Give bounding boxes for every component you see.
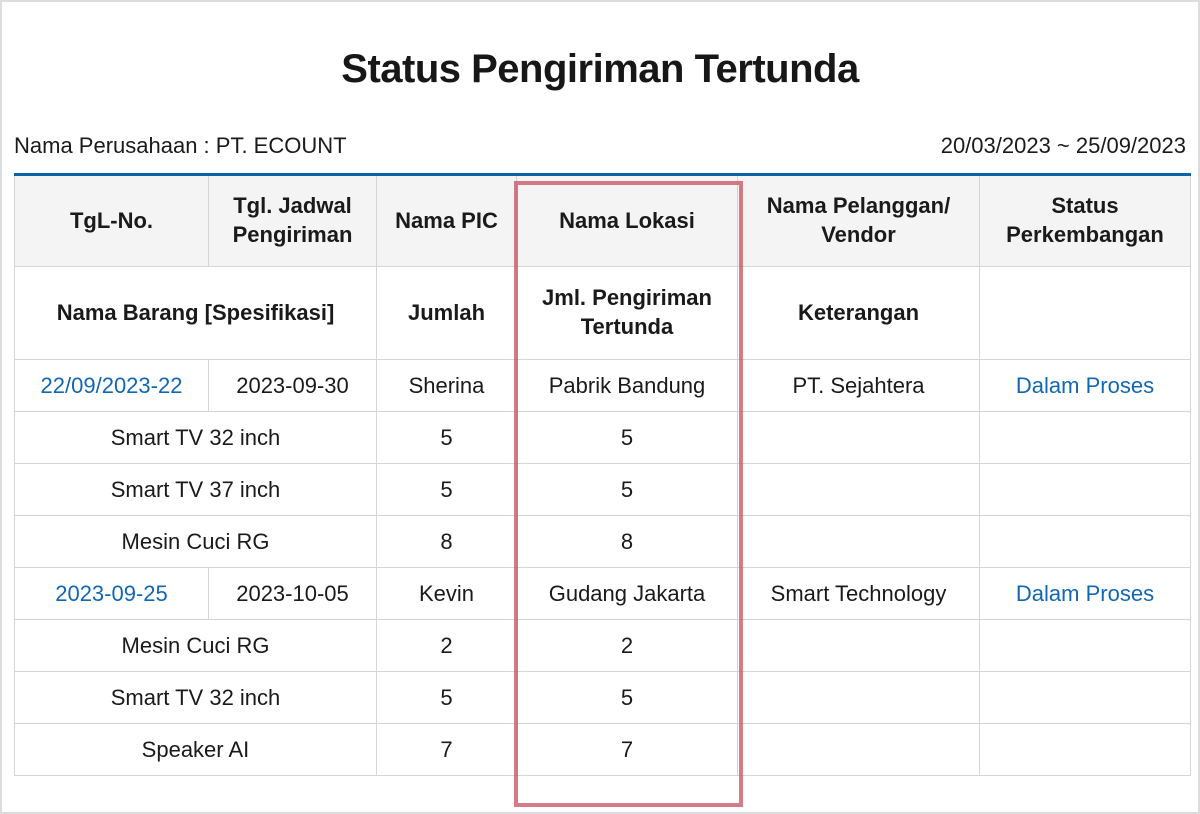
company-name-label: Nama Perusahaan : PT. ECOUNT [14, 133, 347, 158]
col-header-empty [980, 267, 1191, 360]
item-name-cell: Mesin Cuci RG [15, 620, 377, 672]
item-row [15, 724, 1191, 776]
item-qty-cell: 2 [377, 620, 517, 672]
page-title: Status Pengiriman Tertunda [341, 47, 859, 91]
status-link[interactable]: Dalam Proses [1015, 580, 1155, 606]
col-header-schedule [209, 175, 377, 267]
item-pending-cell: 8 [517, 516, 738, 568]
item-status-cell [980, 672, 1191, 724]
item-status-cell [980, 464, 1191, 516]
item-pending-cell: 5 [517, 672, 738, 724]
schedule-date-cell: 2023-09-30 [209, 360, 377, 412]
customer-cell: Smart Technology [738, 568, 980, 620]
pending-shipment-table [14, 173, 1191, 776]
item-status-cell [980, 412, 1191, 464]
delivery-no-cell [15, 360, 209, 412]
pic-cell: Kevin [377, 568, 517, 620]
col-header-location: Nama Lokasi [517, 175, 738, 267]
customer-cell: PT. Sejahtera [738, 360, 980, 412]
report-subheader [14, 132, 1186, 160]
header-row-2 [15, 267, 1191, 360]
col-header-customer-line1: Nama Pelanggan/ [766, 193, 951, 219]
col-header-customer [738, 175, 980, 267]
header-row-1 [15, 175, 1191, 267]
date-range-label: 20/03/2023 ~ 25/09/2023 [940, 133, 1186, 158]
item-row [15, 412, 1191, 464]
item-qty-cell: 5 [377, 464, 517, 516]
pic-cell: Sherina [377, 360, 517, 412]
col-header-pending-line1: Jml. Pengiriman [542, 285, 712, 311]
location-cell: Gudang Jakarta [517, 568, 738, 620]
item-row [15, 464, 1191, 516]
status-link[interactable]: Dalam Proses [1015, 372, 1155, 398]
item-name-cell: Mesin Cuci RG [15, 516, 377, 568]
item-qty-cell: 5 [377, 412, 517, 464]
col-header-schedule-line1: Tgl. Jadwal [233, 193, 352, 219]
item-pending-cell: 5 [517, 464, 738, 516]
item-qty-cell: 8 [377, 516, 517, 568]
delivery-no-link[interactable]: 22/09/2023-22 [40, 372, 183, 398]
item-row [15, 516, 1191, 568]
item-note-cell [738, 672, 980, 724]
item-qty-cell: 5 [377, 672, 517, 724]
item-status-cell [980, 516, 1191, 568]
col-header-pic: Nama PIC [377, 175, 517, 267]
item-name-cell: Smart TV 32 inch [15, 412, 377, 464]
schedule-date-cell: 2023-10-05 [209, 568, 377, 620]
delivery-no-cell [15, 568, 209, 620]
col-header-tgl-no: TgL-No. [15, 175, 209, 267]
col-header-pending-qty [517, 267, 738, 360]
item-status-cell [980, 724, 1191, 776]
delivery-row [15, 360, 1191, 412]
col-header-note: Keterangan [738, 267, 980, 360]
col-header-item-name: Nama Barang [Spesifikasi] [15, 267, 377, 360]
item-note-cell [738, 464, 980, 516]
item-note-cell [738, 516, 980, 568]
col-header-qty: Jumlah [377, 267, 517, 360]
item-status-cell [980, 620, 1191, 672]
item-pending-cell: 7 [517, 724, 738, 776]
item-qty-cell: 7 [377, 724, 517, 776]
delivery-no-link[interactable]: 2023-09-25 [55, 580, 168, 606]
col-header-status [980, 175, 1191, 267]
status-cell [980, 360, 1191, 412]
col-header-status-line2: Perkembangan [1006, 222, 1164, 247]
item-name-cell: Smart TV 37 inch [15, 464, 377, 516]
item-row [15, 620, 1191, 672]
item-pending-cell: 5 [517, 412, 738, 464]
col-header-customer-line2: Vendor [821, 222, 896, 247]
item-note-cell [738, 724, 980, 776]
location-cell: Pabrik Bandung [517, 360, 738, 412]
item-note-cell [738, 620, 980, 672]
status-cell [980, 568, 1191, 620]
item-note-cell [738, 412, 980, 464]
item-row [15, 672, 1191, 724]
item-name-cell: Speaker AI [15, 724, 377, 776]
col-header-schedule-line2: Pengiriman [232, 222, 353, 247]
col-header-status-line1: Status [1051, 193, 1119, 219]
item-pending-cell: 2 [517, 620, 738, 672]
delivery-row [15, 568, 1191, 620]
item-name-cell: Smart TV 32 inch [15, 672, 377, 724]
col-header-pending-line2: Tertunda [580, 314, 674, 339]
